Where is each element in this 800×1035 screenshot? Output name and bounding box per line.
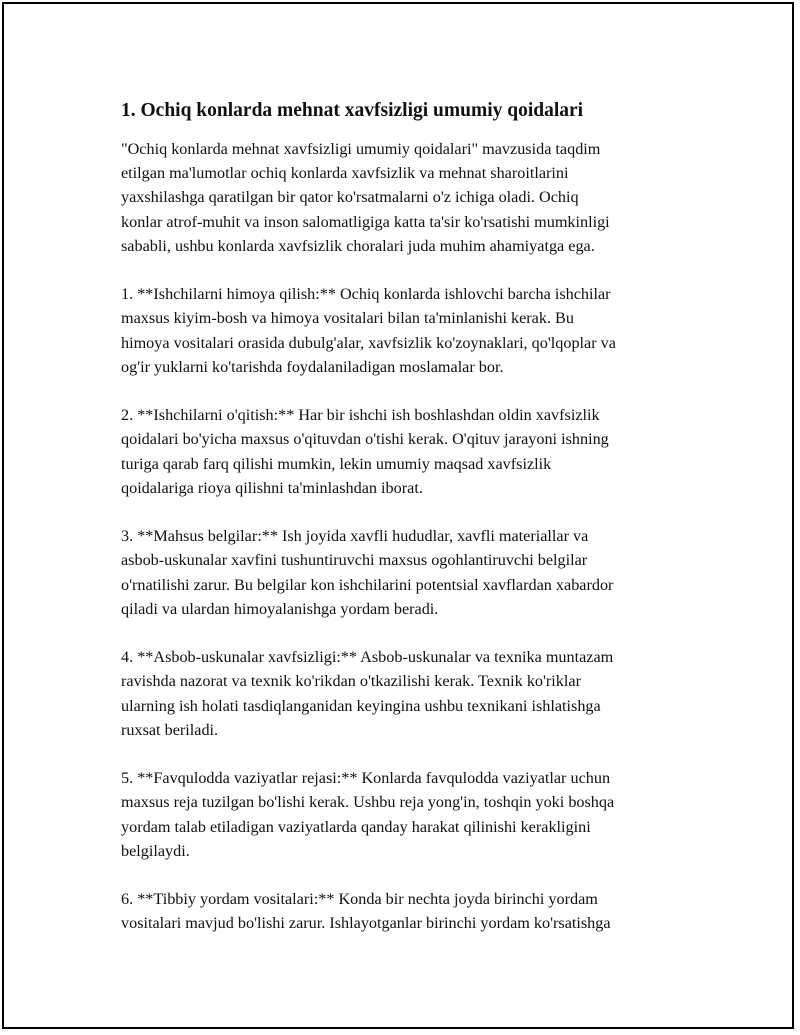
text-line: 2. **Ishchilarni o'qitish:** Har bir ishchi ish boshlashdan oldin xavfsizlik [121, 406, 600, 425]
text-line: belgilaydi. [121, 841, 190, 860]
text-line: ularning ish holati tasdiqlanganidan keyingina ushbu texnikani ishlatishga [121, 696, 601, 715]
rule-paragraph-4 [121, 645, 691, 742]
rule-paragraph-5 [121, 766, 691, 863]
document-title: 1. Ochiq konlarda mehnat xavfsizligi umumiy qoidalari [121, 100, 584, 121]
text-line: etilgan ma'lumotlar ochiq konlarda xavfsizlik va mehnat sharoitlarini [121, 164, 569, 183]
text-line: qoidalariga rioya qilishni ta'minlashdan iborat. [121, 478, 423, 497]
text-line: ruxsat beriladi. [121, 720, 219, 739]
text-line: asbob-uskunalar xavfini tushuntiruvchi maxsus ogohlantiruvchi belgilar [121, 551, 588, 570]
intro-paragraph [121, 137, 691, 258]
document-body [121, 99, 691, 960]
text-line: yordam talab etiladigan vaziyatlarda qanday harakat qilinishi kerakligini [121, 817, 591, 836]
text-line: 3. **Mahsus belgilar:** Ish joyida xavfli hududlar, xavfli materiallar va [121, 527, 589, 546]
text-line: og'ir yuklarni ko'tarishda foydalaniladigan moslamalar bor. [121, 357, 504, 376]
text-line: 5. **Favqulodda vaziyatlar rejasi:** Konlarda favqulodda vaziyatlar uchun [121, 769, 611, 788]
text-line: maxsus reja tuzilgan bo'lishi kerak. Ushbu reja yong'in, toshqin yoki boshqa [121, 793, 615, 812]
text-line: vositalari mavjud bo'lishi zarur. Ishlayotganlar birinchi yordam ko'rsatishga [121, 914, 611, 933]
text-line: qoidalari bo'yicha maxsus o'qituvdan o'tishi kerak. O'qituv jarayoni ishning [121, 430, 609, 449]
text-line: yaxshilashga qaratilgan bir qator ko'rsatmalarni o'z ichiga oladi. Ochiq [121, 188, 579, 207]
text-line: o'rnatilishi zarur. Bu belgilar kon ishchilarini potentsial xavflardan xabardor [121, 575, 614, 594]
text-line: 6. **Tibbiy yordam vositalari:** Konda bir nechta joyda birinchi yordam [121, 890, 598, 909]
text-line: qiladi va ulardan himoyalanishga yordam beradi. [121, 599, 439, 618]
page-frame [2, 2, 794, 1029]
text-line: 1. **Ishchilarni himoya qilish:** Ochiq konlarda ishlovchi barcha ishchilar [121, 285, 611, 304]
text-line: himoya vositalari orasida dubulg'alar, xavfsizlik ko'zoynaklari, qo'lqoplar va [121, 333, 616, 352]
text-line: ravishda nazorat va texnik ko'rikdan o'tkazilishi kerak. Texnik ko'riklar [121, 672, 581, 691]
rule-paragraph-2 [121, 403, 691, 500]
text-line: turiga qarab farq qilishi mumkin, lekin umumiy maqsad xavfsizlik [121, 454, 552, 473]
rule-paragraph-3 [121, 524, 691, 621]
text-line: "Ochiq konlarda mehnat xavfsizligi umumiy qoidalari" mavzusida taqdim [121, 140, 601, 158]
text-line: 4. **Asbob-uskunalar xavfsizligi:** Asbob-uskunalar va texnika muntazam [121, 648, 614, 667]
rule-paragraph-6 [121, 887, 691, 935]
text-line: sababli, ushbu konlarda xavfsizlik choralari juda muhim ahamiyatga ega. [121, 236, 595, 255]
text-line: maxsus kiyim-bosh va himoya vositalari bilan ta'minlanishi kerak. Bu [121, 309, 574, 328]
rule-paragraph-1 [121, 282, 691, 379]
text-line: konlar atrof-muhit va inson salomatligiga katta ta'sir ko'rsatishi mumkinligi [121, 212, 610, 231]
